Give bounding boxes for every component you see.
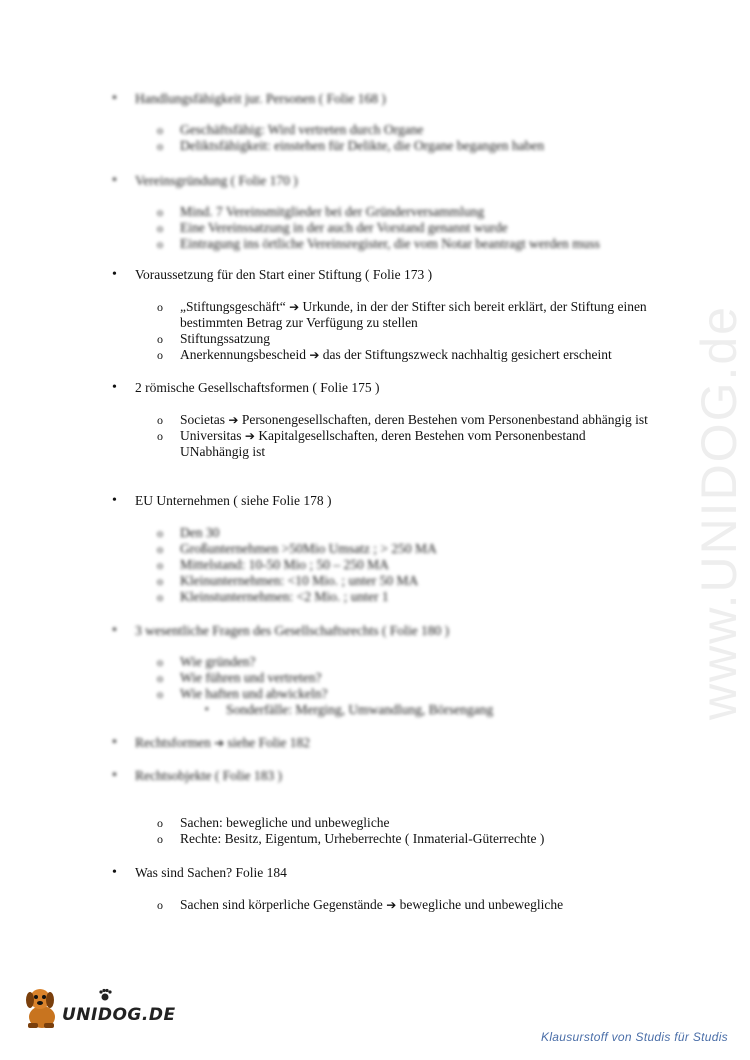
sub-item: o Sachen: bewegliche und unbewegliche <box>0 815 650 831</box>
term: Sachen sind körperliche Gegenstände <box>180 897 383 912</box>
section-vereinsgruendung <box>0 172 750 252</box>
sub-item: o Rechte: Besitz, Eigentum, Urheberrechte ( Inmaterial-Güterrechte ) <box>0 831 650 847</box>
sub-item: o Eintragung ins örtliche Vereinsregister, die vom Notar beantragt werden muss <box>0 236 650 252</box>
bullet-heading: • Rechtsobjekte ( Folie 183 ) <box>0 767 750 784</box>
sub-item <box>0 347 650 363</box>
definition: Kapitalgesellschaften, deren Bestehen vom Personenbestand UNabhängig ist <box>180 428 586 459</box>
definition: bewegliche und unbewegliche <box>399 897 564 912</box>
definition: das der Stiftungszweck nachhaltig gesichert erscheint <box>322 347 612 362</box>
sub-item <box>0 897 650 913</box>
sub-item: o Den 30 <box>0 525 650 541</box>
sub-item: o Wie haften und abwickeln? <box>0 686 650 702</box>
section-roemische-gesellschaftsformen <box>0 379 750 460</box>
sub-item <box>0 428 650 460</box>
sub-item: o Eine Vereinssatzung in der auch der Vorstand genannt wurde <box>0 220 650 236</box>
term: Anerkennungsbescheid <box>180 347 306 362</box>
section-gesellschaftsrecht-fragen <box>0 622 750 718</box>
term: Stiftungssatzung <box>180 331 270 346</box>
term: Rechtsformen <box>135 735 211 750</box>
bullet-heading: • Was sind Sachen? Folie 184 <box>0 864 750 881</box>
dog-mascot-icon <box>22 985 62 1031</box>
section-eu-unternehmen <box>0 492 750 605</box>
arrow-right-icon: ➔ <box>309 348 320 362</box>
sub-item: o Mittelstand: 10-50 Mio ; 50 – 250 MA <box>0 557 650 573</box>
bullet-heading: • Voraussetzung für den Start einer Stiftung ( Folie 173 ) <box>0 266 750 283</box>
sub-item <box>0 299 650 331</box>
term: Societas <box>180 412 225 427</box>
term: „Stiftungsgeschäft“ <box>180 299 286 314</box>
arrow-right-icon: ➔ <box>228 413 239 427</box>
arrow-right-icon: ➔ <box>244 429 255 443</box>
sub-item: o Deliktsfähigkeit: einstehen für Delikte, die Organe begangen haben <box>0 138 650 154</box>
arrow-right-icon: ➔ <box>214 736 225 750</box>
sub-item: o Kleinstunternehmen: <2 Mio. ; unter 1 <box>0 589 650 605</box>
sub-item <box>0 331 650 347</box>
sub-item: o Kleinunternehmen: <10 Mio. ; unter 50 MA <box>0 573 650 589</box>
bullet-heading <box>0 734 750 752</box>
bullet-heading: • EU Unternehmen ( siehe Folie 178 ) <box>0 492 750 509</box>
bullet-heading: • 3 wesentliche Fragen des Gesellschaftsrechts ( Folie 180 ) <box>0 622 750 639</box>
section-rechtsformen <box>0 734 750 752</box>
bullet-heading: • Handlungsfähigkeit jur. Personen ( Folie 168 ) <box>0 90 750 107</box>
section-sachen <box>0 864 750 913</box>
sub-item: o Wie führen und vertreten? <box>0 670 650 686</box>
definition: Personengesellschaften, deren Bestehen vom Personenbestand abhängig ist <box>241 412 648 427</box>
section-stiftung <box>0 266 750 363</box>
arrow-right-icon: ➔ <box>386 898 397 912</box>
section-rechtsobjekte <box>0 767 750 847</box>
term: Universitas <box>180 428 242 443</box>
arrow-right-icon: ➔ <box>289 300 300 314</box>
section-handlungsfaehigkeit <box>0 90 750 154</box>
sub-item: o Mind. 7 Vereinsmitglieder bei der Gründerversammlung <box>0 204 650 220</box>
footer-tagline: Klausurstoff von Studis für Studis <box>541 1030 728 1044</box>
definition: siehe Folie 182 <box>227 735 311 750</box>
sub-item: o Geschäftsfähig: Wird vertreten durch Organe <box>0 122 650 138</box>
bullet-heading: • 2 römische Gesellschaftsformen ( Folie 175 ) <box>0 379 750 396</box>
paw-icon <box>98 988 112 1002</box>
watermark: www.UNIDOG.de <box>691 305 747 720</box>
definition: Urkunde, in der der Stifter sich bereit erklärt, der Stiftung einen bestimmten Betrag zur Verfügung zu stellen <box>180 299 647 330</box>
unidog-logo <box>22 985 176 1035</box>
bullet-heading: • Vereinsgründung ( Folie 170 ) <box>0 172 750 189</box>
sub-item <box>0 412 650 428</box>
sub-item: o Wie gründen? <box>0 654 650 670</box>
sub-sub-item: ▪ Sonderfälle: Merging, Umwandlung, Börsengang <box>0 702 750 718</box>
sub-item: o Großunternehmen >50Mio Umsatz ; > 250 MA <box>0 541 650 557</box>
logo-text: UNIDOG.DE <box>62 1005 176 1025</box>
